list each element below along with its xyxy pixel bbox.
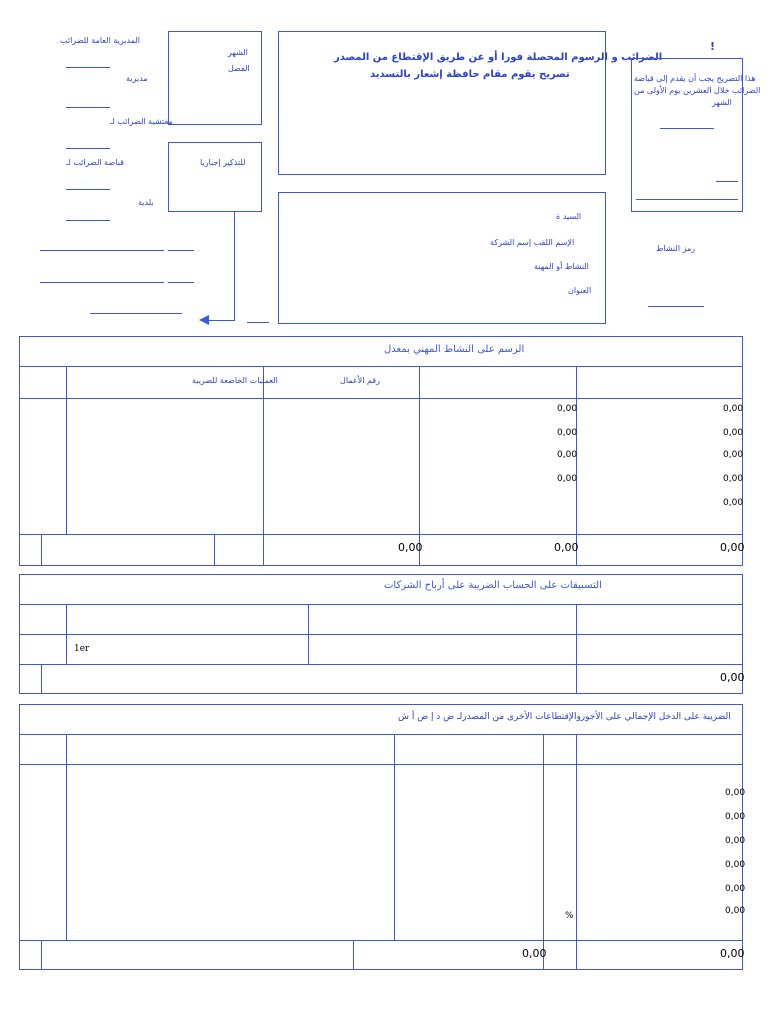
field-line [247, 322, 269, 323]
section3-title: الضريبة على الدخل الإجمالي على الأجوروالإقتطاعات الأخرى من المصدرلـ ض د إ ض أ ش [398, 712, 731, 722]
arrow-left-icon [199, 315, 211, 325]
reminder-label: للتذكير إجباريا [200, 158, 246, 167]
section2-title: التسبيقات على الحساب الضريبة على أرباح الشركات [384, 580, 602, 591]
section3-value: 0,00 [725, 836, 746, 846]
admin-line [66, 67, 110, 68]
col-line [41, 940, 42, 970]
field-line [90, 313, 182, 314]
field-line [168, 282, 194, 283]
receipt-label: قباضة الضرائب لـ [66, 158, 124, 167]
col-operations-header: العمليات الخاضعة للضريبة [192, 376, 278, 385]
admin-label: المديرية العامة للضرائب [60, 36, 140, 45]
col4-value: 0,00 [723, 474, 744, 484]
section3-total-right: 0,00 [720, 947, 745, 960]
col3-value: 0,00 [557, 450, 578, 460]
address-label: العنوان [568, 286, 592, 295]
col-line [41, 534, 42, 566]
row-line [19, 534, 743, 535]
col-line [576, 604, 577, 694]
section3-total-mid: 0,00 [522, 947, 547, 960]
section3-value: 0,00 [725, 860, 746, 870]
inspection-line [66, 148, 110, 149]
field-line [40, 250, 164, 251]
col-line [353, 940, 354, 970]
municipality-line [66, 220, 110, 221]
row-line [19, 764, 743, 765]
installment-label: 1er [74, 644, 90, 654]
section3-value: 0,00 [725, 906, 746, 916]
name-label: الإسم اللقب إسم الشركة [490, 238, 575, 247]
col-line [41, 664, 42, 694]
notice-text-3: الشهر [712, 98, 732, 107]
notice-text-1: هذا التصريح يجب أن يقدم إلى قباضة [634, 74, 756, 83]
directorate-line [66, 107, 110, 108]
activity-label: النشاط أو المهنة [534, 262, 589, 271]
col-line [394, 734, 395, 940]
notice-line [636, 199, 738, 200]
col3-value: 0,00 [557, 404, 578, 414]
arrow-line [234, 212, 235, 320]
arrow-line [207, 320, 235, 321]
col4-value: 0,00 [723, 428, 744, 438]
section3-value: 0,00 [725, 812, 746, 822]
section3-value: 0,00 [725, 884, 746, 894]
section2-total: 0,00 [720, 671, 745, 684]
row-line [19, 940, 743, 941]
notice-line [660, 128, 714, 129]
total-col4: 0,00 [720, 541, 745, 554]
activity-code-line [648, 306, 704, 307]
sir-label: السيد ة [556, 212, 582, 221]
field-line [40, 282, 164, 283]
total-col3: 0,00 [554, 541, 579, 554]
col-line [576, 366, 577, 566]
section1-table [19, 336, 743, 566]
col-line [263, 366, 264, 566]
section1-title: الرسم على النشاط المهني بمعدل [384, 344, 525, 355]
directorate-label: مديرية [126, 74, 148, 83]
section3-value: 0,00 [725, 788, 746, 798]
col4-value: 0,00 [723, 450, 744, 460]
col-line [214, 534, 215, 566]
col-line [66, 734, 67, 940]
col4-value: 0,00 [723, 498, 744, 508]
reminder-box [168, 142, 262, 212]
notice-line [716, 181, 738, 182]
row-line [19, 664, 743, 665]
municipality-label: بلدية [138, 198, 154, 207]
section3-table [19, 704, 746, 970]
col3-value: 0,00 [557, 474, 578, 484]
row-line [19, 366, 743, 367]
month-label: الشهر [228, 48, 248, 57]
row-line [19, 398, 743, 399]
inspection-label: مفتشية الضرائب لـ [110, 117, 173, 126]
total-turnover: 0,00 [398, 541, 423, 554]
col-line [576, 734, 577, 970]
col-line [419, 366, 420, 566]
col4-value: 0,00 [723, 404, 744, 414]
exclaim-mark: ! [710, 40, 716, 53]
field-line [168, 250, 194, 251]
col-line [543, 734, 544, 970]
col-turnover-header: رقم الأعمال [340, 376, 380, 385]
col-line [66, 604, 67, 664]
row-line [19, 734, 743, 735]
receipt-line [66, 189, 110, 190]
notice-text-2: الضرائب خلال العشرين يوم الأولى من [634, 86, 761, 95]
main-subtitle: تصريح يقوم مقام حافظة إشعار بالتسديد [370, 69, 570, 80]
percent-sign: % [565, 911, 574, 921]
col3-value: 0,00 [557, 428, 578, 438]
row-line [19, 634, 743, 635]
row-line [19, 604, 743, 605]
period-box [168, 31, 262, 125]
activity-code-label: رمز النشاط [656, 244, 696, 253]
main-title: الضرائب و الرسوم المحصلة فورا أو عن طريق الإقتطاع من المصدر [334, 52, 663, 63]
col-line [66, 366, 67, 534]
quarter-label: الفصل [228, 64, 250, 73]
col-line [308, 604, 309, 664]
